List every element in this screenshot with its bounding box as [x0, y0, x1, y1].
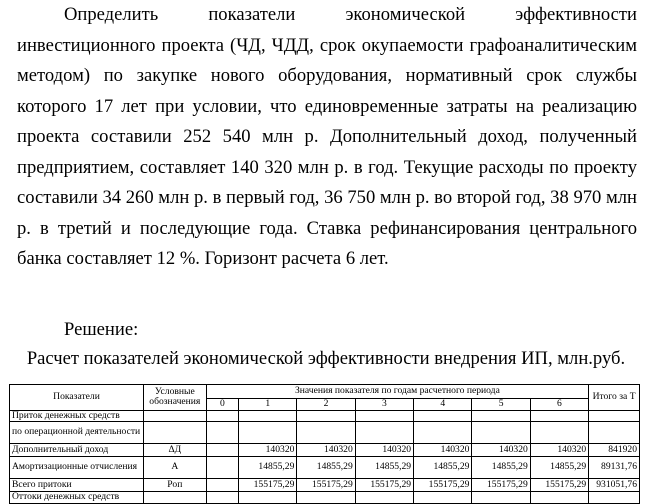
cell: 14855,29 [297, 457, 355, 479]
cell [206, 422, 238, 444]
cell [297, 422, 355, 444]
row-label: Оттоки денежных средств [10, 492, 144, 504]
cell: 14855,29 [472, 457, 530, 479]
cell [297, 410, 355, 422]
row-symbol: А [143, 457, 206, 479]
row-symbol: Роп [143, 479, 206, 492]
cell [472, 492, 530, 504]
cell: 140320 [355, 444, 413, 457]
row-symbol [143, 492, 206, 504]
cell [239, 410, 297, 422]
cell: 155175,29 [414, 479, 472, 492]
row-label: Приток денежных средств [10, 410, 144, 422]
cell: 140320 [297, 444, 355, 457]
cell [355, 410, 413, 422]
row-label: Дополнительный доход [10, 444, 144, 457]
cell: 140320 [530, 444, 588, 457]
cell: 14855,29 [355, 457, 413, 479]
row-total [589, 492, 640, 504]
row-label: Амортизационные отчисления [10, 457, 144, 479]
row-symbol: ΔД [143, 444, 206, 457]
cell [206, 479, 238, 492]
cell [530, 492, 588, 504]
table-row [10, 457, 640, 479]
cell: 155175,29 [355, 479, 413, 492]
header-year-3: 3 [355, 399, 413, 411]
header-year-1: 1 [239, 399, 297, 411]
cell [206, 457, 238, 479]
cell [414, 422, 472, 444]
cell [530, 410, 588, 422]
cell: 14855,29 [414, 457, 472, 479]
cell [239, 492, 297, 504]
cell [355, 422, 413, 444]
cell [472, 410, 530, 422]
header-values-by-year: Значения показателя по годам расчетного периода [206, 385, 588, 399]
table-row [10, 492, 640, 504]
row-total: 89131,76 [589, 457, 640, 479]
cell [472, 422, 530, 444]
table-row [10, 422, 640, 444]
cell [530, 422, 588, 444]
row-total [589, 410, 640, 422]
problem-statement [17, 0, 637, 275]
header-year-2: 2 [297, 399, 355, 411]
cell [414, 410, 472, 422]
cell: 155175,29 [472, 479, 530, 492]
row-total: 931051,76 [589, 479, 640, 492]
cell: 140320 [414, 444, 472, 457]
cell: 155175,29 [297, 479, 355, 492]
cell [355, 492, 413, 504]
cell [206, 492, 238, 504]
cell: 155175,29 [530, 479, 588, 492]
header-year-0: 0 [206, 399, 238, 411]
cell: 14855,29 [239, 457, 297, 479]
header-symbols: Условные обозначения [143, 385, 206, 411]
problem-paragraph: Определить показатели экономической эффективности инвестиционного проекта (ЧД, ЧДД, срок окупаемости графоаналитическим методом) по закупке нового оборудования, нормативный срок службы которого 17 лет при условии, что единовременные затраты на реализацию проекта составили 252 540 млн р. Дополнительный доход, полученный предприятием, составляет 140 320 млн р. в год. Текущие расходы по проекту составили 34 260 млн р. в первый год, 36 750 млн р. во второй год, 38 970 млн р. в третий и последующие года. Ставка рефинансирования центрального банка составляет 12 %. Горизонт расчета 6 лет. [17, 4, 637, 269]
cell: 155175,29 [239, 479, 297, 492]
cell [414, 492, 472, 504]
header-indicators: Показатели [10, 385, 144, 411]
cell: 140320 [239, 444, 297, 457]
header-year-4: 4 [414, 399, 472, 411]
table-caption: Расчет показателей экономической эффективности внедрения ИП, млн.руб. [26, 348, 626, 369]
header-year-6: 6 [530, 399, 588, 411]
solution-label: Решение: [64, 319, 139, 340]
table-row [10, 410, 640, 422]
cell [239, 422, 297, 444]
cell [206, 410, 238, 422]
cell: 14855,29 [530, 457, 588, 479]
row-symbol [143, 422, 206, 444]
cell: 140320 [472, 444, 530, 457]
row-label: по операционной деятельности [10, 422, 144, 444]
efficiency-table [9, 384, 640, 504]
row-symbol [143, 410, 206, 422]
row-total [589, 422, 640, 444]
header-total: Итого за Т [589, 385, 640, 411]
table-row [10, 479, 640, 492]
cell [297, 492, 355, 504]
row-label: Всего притоки [10, 479, 144, 492]
cell [206, 444, 238, 457]
row-total: 841920 [589, 444, 640, 457]
table-row [10, 444, 640, 457]
header-year-5: 5 [472, 399, 530, 411]
